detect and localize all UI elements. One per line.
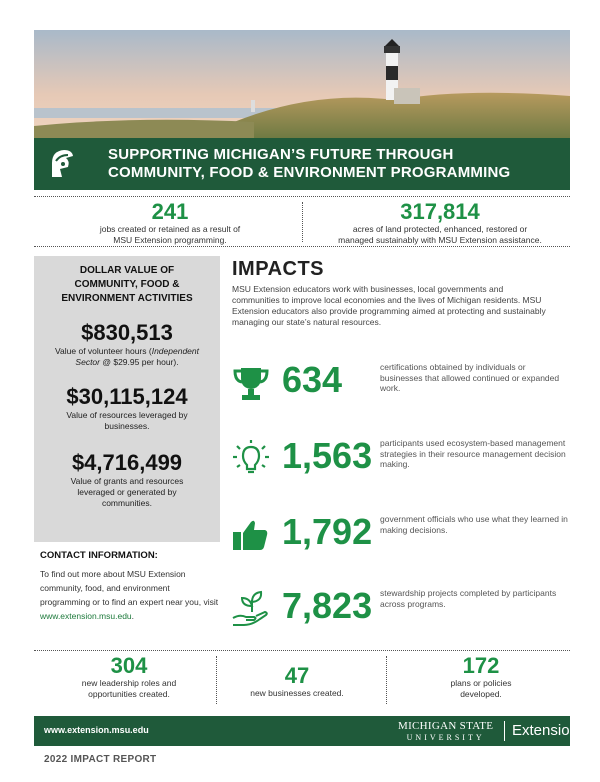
msu-wordmark bbox=[398, 720, 493, 744]
impact-value: 1,792 bbox=[282, 511, 373, 552]
dollar-desc: Value of volunteer hours (Independent Sector @ $29.95 per hour). bbox=[55, 346, 199, 367]
stat-acres bbox=[310, 200, 570, 246]
impact-row bbox=[230, 508, 570, 558]
stat-value: 241 bbox=[151, 199, 189, 224]
stat-label: jobs created or retained as a result of bbox=[99, 224, 241, 234]
impacts-heading: IMPACTS bbox=[232, 258, 325, 280]
title-line: SUPPORTING MICHIGAN’S FUTURE THROUGH bbox=[108, 146, 454, 163]
hero-lighthouse-photo bbox=[34, 30, 570, 138]
lightbulb-icon bbox=[230, 438, 272, 480]
dollar-item bbox=[34, 384, 220, 432]
trophy-icon bbox=[230, 362, 272, 404]
stat-label: managed sustainably with MSU Extension assistance. bbox=[338, 235, 542, 245]
dollar-desc: Value of grants and resources bbox=[70, 476, 184, 486]
impact-value: 634 bbox=[282, 359, 343, 400]
divider bbox=[34, 650, 570, 651]
dollar-desc: leveraged or generated by bbox=[77, 487, 177, 497]
dollar-value-panel bbox=[34, 256, 220, 542]
thumbs-up-icon bbox=[230, 514, 272, 556]
stat-businesses bbox=[222, 664, 372, 699]
impact-value: 7,823 bbox=[282, 585, 373, 626]
extension-wordmark: Extension bbox=[512, 722, 578, 739]
divider bbox=[34, 246, 570, 247]
dollar-value: $4,716,499 bbox=[71, 450, 183, 475]
impacts-intro: MSU Extension educators work with businesses, local governments and communities to improve local economies and the lives of Michigan residents. MSU Extension educators also provide programming aimed at protecting and sustainably managing our state’s natural resources. bbox=[232, 284, 546, 327]
dollar-desc: Value of resources leveraged by bbox=[66, 410, 188, 420]
stat-plans bbox=[396, 654, 566, 700]
divider bbox=[216, 656, 217, 704]
stat-value: 304 bbox=[110, 653, 148, 678]
wordmark-line: UNIVERSITY bbox=[406, 733, 485, 742]
stat-value: 172 bbox=[462, 653, 500, 678]
stat-label: new businesses created. bbox=[250, 688, 344, 698]
report-label: 2022 IMPACT REPORT bbox=[44, 754, 157, 765]
contact-heading: CONTACT INFORMATION: bbox=[40, 550, 158, 561]
title-banner bbox=[34, 138, 570, 190]
dollar-value: $30,115,124 bbox=[66, 384, 188, 409]
dollar-item bbox=[34, 450, 220, 509]
impact-row bbox=[230, 432, 570, 482]
footer-bar bbox=[34, 716, 578, 746]
stat-label: MSU Extension programming. bbox=[113, 235, 227, 245]
stat-value: 47 bbox=[284, 663, 310, 688]
impact-desc: government officials who use what they learned in making decisions. bbox=[380, 514, 568, 535]
extension-link[interactable]: www.extension.msu.edu bbox=[40, 611, 132, 621]
heading-line: COMMUNITY, FOOD & bbox=[74, 279, 180, 290]
dollar-value: $830,513 bbox=[81, 320, 173, 345]
contact-section bbox=[40, 550, 220, 623]
impact-row bbox=[230, 582, 570, 632]
panel-heading bbox=[34, 264, 220, 306]
wordmark-line: MICHIGAN STATE bbox=[398, 720, 494, 732]
stat-label: new leadership roles and bbox=[81, 678, 177, 688]
impact-desc: certifications obtained by individuals or businesses that allowed continued or expanded work. bbox=[380, 362, 560, 393]
spartan-helmet-icon bbox=[34, 138, 88, 190]
stat-label: developed. bbox=[460, 689, 502, 699]
impact-desc: participants used ecosystem-based management strategies in their resource management decision making. bbox=[380, 438, 566, 469]
divider bbox=[504, 721, 505, 741]
stat-label: acres of land protected, enhanced, restored or bbox=[352, 224, 528, 234]
divider bbox=[302, 202, 303, 242]
hand-plant-icon bbox=[230, 588, 272, 630]
stat-label: plans or policies bbox=[450, 678, 512, 688]
title-line: COMMUNITY, FOOD & ENVIRONMENT PROGRAMMING bbox=[108, 164, 511, 181]
divider bbox=[386, 656, 387, 704]
dollar-desc: businesses. bbox=[104, 421, 150, 431]
heading-line: ENVIRONMENT ACTIVITIES bbox=[61, 293, 193, 304]
impact-desc: stewardship projects completed by participants across programs. bbox=[380, 588, 557, 609]
page-title bbox=[88, 146, 510, 182]
contact-text: To find out more about MSU Extension community, food, and environment programming or to find an expert near you, visit www.extension.msu.edu. bbox=[40, 569, 219, 621]
stat-label: opportunities created. bbox=[88, 689, 170, 699]
dollar-desc: communities. bbox=[101, 498, 153, 508]
divider bbox=[34, 196, 570, 197]
stat-jobs bbox=[70, 200, 270, 246]
stat-leadership bbox=[44, 654, 214, 700]
heading-line: DOLLAR VALUE OF bbox=[79, 265, 175, 276]
impact-value: 1,563 bbox=[282, 435, 373, 476]
impact-row bbox=[230, 356, 570, 406]
stat-value: 317,814 bbox=[400, 199, 480, 224]
dollar-item bbox=[34, 320, 220, 368]
footer-url-link[interactable]: www.extension.msu.edu bbox=[44, 725, 149, 735]
